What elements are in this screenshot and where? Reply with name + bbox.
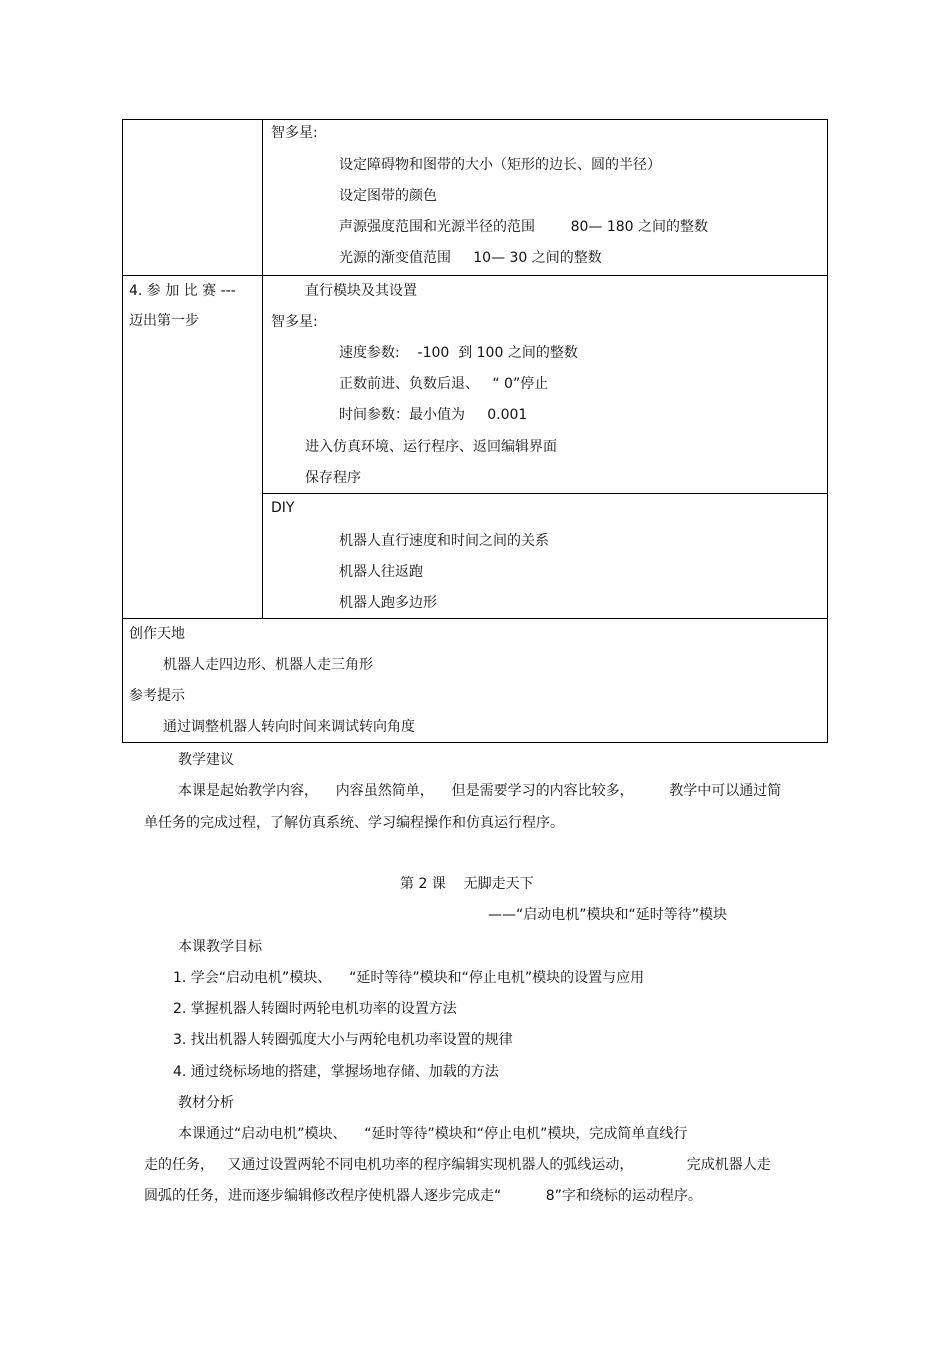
- goal-item: 3. 找出机器人转圈弧度大小与两轮电机功率设置的规律: [173, 1032, 513, 1048]
- row3-item: 机器人往返跑: [339, 564, 423, 580]
- goal-item: 1. 学会“启动电机”模块、 “延时等待”模块和“停止电机”模块的设置与应用: [173, 970, 645, 986]
- row2-step: 进入仿真环境、运行程序、返回编辑界面: [305, 439, 557, 455]
- goal-item: 4. 通过绕标场地的搭建，掌握场地存储、加载的方法: [173, 1064, 499, 1080]
- analysis-title: 教材分析: [178, 1095, 234, 1111]
- table-border-row1: [122, 275, 828, 276]
- goals-title: 本课教学目标: [178, 939, 262, 955]
- analysis-paragraph: 本课通过“启动电机”模块、 “延时等待”模块和“停止电机”模块，完成简单直线行: [178, 1126, 688, 1142]
- table-border-top: [122, 119, 828, 120]
- table-border-row2: [262, 493, 828, 494]
- row4-title: 创作天地: [129, 626, 185, 642]
- analysis-paragraph: 圆弧的任务，进而逐步编辑修改程序使机器人逐步完成走“ 8”字和绕标的运动程序。: [144, 1188, 702, 1204]
- row1-item: 声源强度范围和光源半径的范围 80— 180 之间的整数: [339, 219, 709, 235]
- row1-item: 光源的渐变值范围 10— 30 之间的整数: [339, 250, 602, 266]
- teaching-advice-paragraph: 本课是起始教学内容， 内容虽然简单， 但是需要学习的内容比较多， 教学中可以通过简: [178, 783, 782, 799]
- row2-param: 正数前进、负数后退、 “ 0”停止: [339, 376, 549, 392]
- row1-header: 智多星:: [271, 125, 318, 141]
- row2-param: 时间参数：最小值为 0.001: [339, 407, 528, 423]
- row2-module: 直行模块及其设置: [305, 283, 417, 299]
- table-border-left: [122, 119, 123, 743]
- table-border-row3: [122, 618, 828, 619]
- row2-header: 智多星:: [271, 314, 318, 330]
- row1-item: 设定图带的颜色: [339, 188, 437, 204]
- row2-step: 保存程序: [305, 470, 361, 486]
- lesson-title: 第 2 课 无脚走天下: [400, 876, 534, 892]
- row2-left-label: 4. 参 加 比 赛 ---: [129, 283, 236, 299]
- row2-left-label: 迈出第一步: [129, 313, 199, 329]
- table-border-bottom: [122, 742, 828, 743]
- table-border-right: [827, 119, 828, 743]
- analysis-paragraph: 走的任务， 又通过设置两轮不同电机功率的程序编辑实现机器人的弧线运动， 完成机器人走: [144, 1157, 771, 1173]
- row4-text: 通过调整机器人转向时间来调试转向角度: [163, 719, 415, 735]
- row4-text: 机器人走四边形、机器人走三角形: [163, 657, 373, 673]
- row3-item: 机器人跑多边形: [339, 595, 437, 611]
- table-border-column: [262, 119, 263, 619]
- row3-header: DIY: [271, 500, 295, 516]
- row3-item: 机器人直行速度和时间之间的关系: [339, 533, 549, 549]
- teaching-advice-paragraph: 单任务的完成过程，了解仿真系统、学习编程操作和仿真运行程序。: [144, 815, 564, 831]
- goal-item: 2. 掌握机器人转圈时两轮电机功率的设置方法: [173, 1001, 457, 1017]
- lesson-subtitle: ——“启动电机”模块和“延时等待”模块: [488, 907, 728, 923]
- teaching-advice-title: 教学建议: [178, 752, 234, 768]
- row1-item: 设定障碍物和图带的大小（矩形的边长、圆的半径）: [339, 157, 661, 173]
- row2-param: 速度参数: -100 到 100 之间的整数: [339, 345, 578, 361]
- row4-title: 参考提示: [129, 688, 185, 704]
